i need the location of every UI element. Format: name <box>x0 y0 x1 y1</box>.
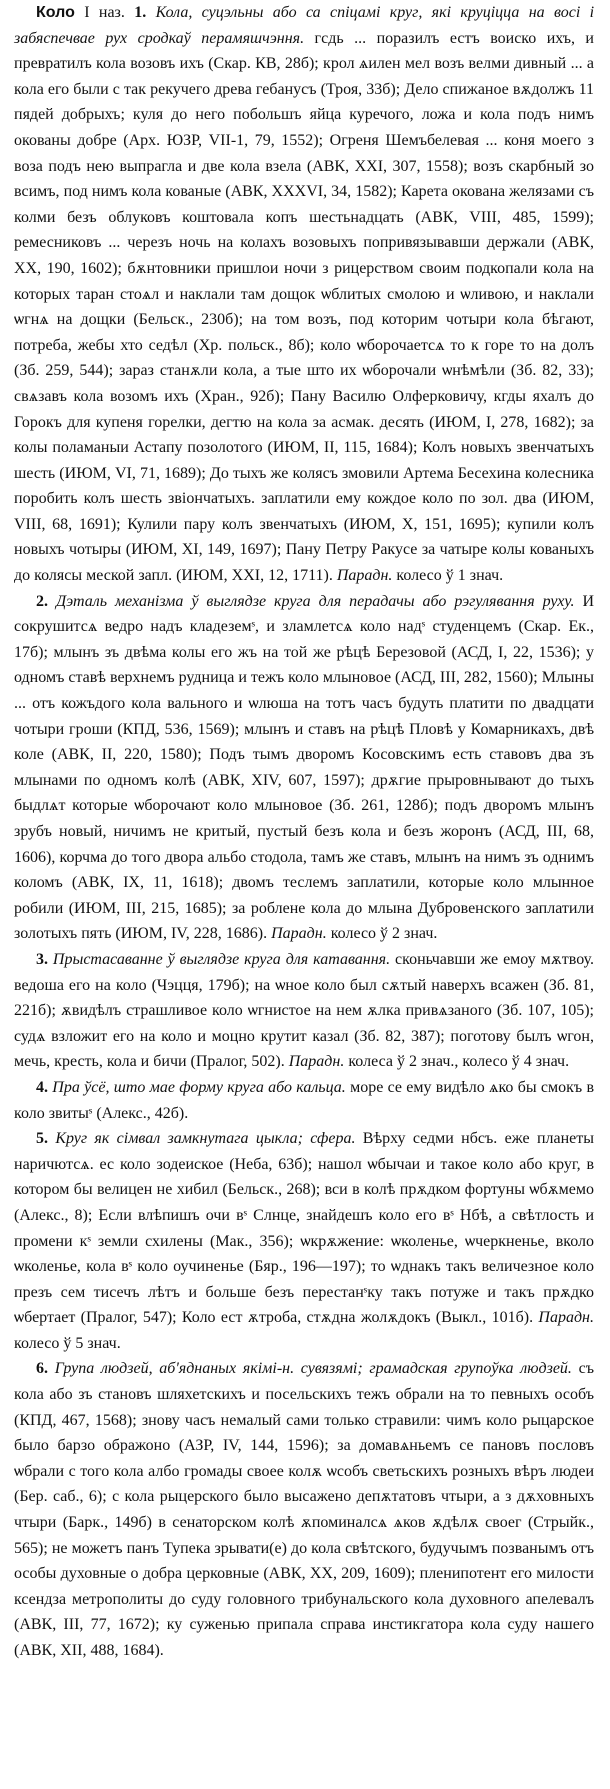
paradigm-reference: колесо ў 1 знач. <box>396 567 504 585</box>
sense-definition: Кола, суцэльны або са спіцамі круг, які круціцца на восі і забяспечвае рух сродкаў перамяшчэння. <box>14 4 595 47</box>
sense-definition: Прыстасаванне ў выглядзе круга для катавання. <box>52 950 391 968</box>
sense-definition: Група людзей, аб'яднаных якімі-н. сувязямі; грамадская групоўка людзей. <box>54 1360 572 1378</box>
sense-citations: гсдь ... поразилъ естъ воиско ихъ, и превратилъ кола возовъ ихъ (Скар. КВ, 28б); крол ѧилен мел возъ велми дивный ... а кола его были с так рекучего древа гебанусъ (Троя, 33б); Дело спижаное вѫдолжъ 11 пядей добрыхъ; куля до него побольшъ яйца куречого, ложа и кола подъ нимъ окованы добре (Арх. ЮЗР, VII-1, 79, 1552); Огреня Шемъбелевая ... коня моего з воза подъ нею выпрагла и две кола взела (АВК, XXI, 307, 1558); возъ скарбный зо всимъ, под нимъ кола кованые (АВК, XXXVI, 34, 1582); Карета окована желязами съ колми безъ облуковъ коштовала копъ шестьнадцать (АВК, VIII, 485, 1599); ремесниковъ ... черезъ ночь на колахъ возовыхъ попривязывавши держали (АВК, XX, 190, 1602); бѫнтовники пришлои ночи з рицерством своим подкопали кола на которых таран стоѧл и наклали там дощок ѡблитых смолою и ѡливою, и наклали ѡгнѧ на дощки (Бельск., 230б); на том возъ, под которим чотыри кола бѣгают, потреба, жебы хто седѣл (Хр. польск., 8б); коло ѡборочаетсѧ то к горе то на долъ (Зб. 259, 544); зараз станѫли кола, а тые што их ѡборочали ѡнѣмѣли (Зб. 82, 33); свѧзавъ кола возомъ ихъ (Хран., 92б); Пану Василю Олферковичу, кгды яхалъ до Горокъ для купеня горелки, дегтю на кола за асмак. десять (ИЮМ, I, 278, 1682); за колы поламаныи Астапу позолотого (ИЮМ, II, 115, 1684); Колъ новыхъ звенчатыхъ шесть (ИЮМ, VI, 71, 1689); До тыхъ же колясъ змовили Артема Бесехина колесника поробить колъ шесть звiончатыхъ. заплатили ему кождое коло по зол. два (ИЮМ, VIII, 68, 1691); Кулили пару колъ звенчатыхъ (ИЮМ, X, 151, 1695); купили колъ новыхъ чотыры (ИЮМ, XI, 149, 1697); Пану Петру Ракусе за чатыре колы кованыхъ до колясы меской запл. (ИЮМ, XXI, 12, 1711). <box>14 29 594 585</box>
sense-number: 2. <box>36 592 48 610</box>
sense-citations: сконьчавши же емоу мѫтвоу. ведоша его на коло (Чэцця, 179б); на ѡное коло был сѫтый наверхъ всажен (Зб. 81, 221б); ѫвидѣлъ страшливое коло ѡгнистое на нем ѫлка привѧзаного (Зб. 107, 105); судѧ взложит его на коло и моцно крутит казал (Зб. 82, 387); поготову былъ ѡгон, мечь, кресть, кола и бичи (Пралог, 502). <box>14 950 595 1071</box>
sense-number: 4. <box>36 1078 48 1096</box>
sense-citations: Вѣрху седми нбсъ. еже планеты наричютсѧ. ес коло зодеиское (Неба, 63б); нашол ѡбычаи и такое коло або круг, в котором бы велицен не хибил (Бельск., 268); вси в колѣ прѫдком фортуны ѡбѫмемо (Алекс., 8); Если влѣпишъ очи вˢ Слнце, знайдешъ коло его вˢ Нбѣ, а свѣтлость и промени кˢ земли схилены (Мак., 356); ѡкрѫжение: ѡколенье, ѡчеркненье, вколо ѡколенье, кола вˢ коло оучиненье (Бяр., 196—197); то ѡднакъ такъ величезное коло презъ сем тисечъ лѣтъ и больше безъ перестанˢку такъ потуже и такъ прѫдко ѡбертает (Пралог, 547); Коло ест ѫтроба, стѫдна жолѫдокъ (Выкл., 101б). <box>14 1130 595 1327</box>
sense-definition: Дэталь механізма ў выглядзе круга для перадачы або рэгулявання руху. <box>55 592 575 610</box>
paradigm-reference: колесо ў 2 знач. <box>330 925 438 943</box>
paradigm-reference: колеса ў 2 знач., колесо ў 4 знач. <box>348 1053 570 1071</box>
paradigm-label: Парадн. <box>288 1053 345 1071</box>
sense-definition: Пра ўсё, што мае форму круга або кальца. <box>52 1078 346 1096</box>
sense-3 <box>14 947 594 1075</box>
sense-citations: море се ему видѣло ѧко бы смокъ в коло звитыˢ (Алекс., 42б). <box>14 1078 594 1122</box>
sense-citations: И сокрушитсѧ ведро надъ кладеземˢ, и зламлетсѧ коло надˢ студенцемъ (Скар. Ек., 17б); млынъ зъ двѣма колы его жъ на той же рѣцѣ Березовой (АСД, I, 22, 1536); у одномъ ставѣ верхнемъ рудница и тежъ коло млыновое (АСД, III, 282, 1560); Млыны ... отъ кожъдого кола вального и ѡлюша на тотъ часъ будуть платити по двадцати чотыри гроши (КПД, 536, 1569); млынъ и ставъ на рѣцѣ Пловѣ у Комарникахъ, двѣ коле (АВК, II, 220, 1580); Подъ тымъ дворомъ Косовскимъ есть ставовъ два зъ млынами по одномъ колѣ (АВК, XIV, 607, 1597); дрѫгие прыровнывают до тыхъ быдлѧт которые ѡборочают коло млыновое (Зб. 261, 128б); подъ дворомъ млынъ зрубъ новый, ничимъ не критый, пустый безъ кола и безъ жоронъ (АСД, III, 68, 1606), корчма до того двора альбо стодола, тамъ же ставъ, млынъ на нимъ зъ однимъ коломъ (АВК, IX, 11, 1618); двомъ теслемъ заплатили, которые коло млынное робили (ИЮМ, III, 215, 1685); за роблене кола до млына Дубровенского заплатили золотыхъ пять (ИЮМ, IV, 228, 1686). <box>14 592 595 943</box>
sense-6 <box>14 1356 594 1663</box>
sense-number: 1. <box>134 4 147 21</box>
headword: Коло <box>36 4 75 21</box>
sense-4 <box>14 1075 594 1126</box>
sense-number: 3. <box>36 950 48 968</box>
paradigm-reference: колесо ў 5 знач. <box>14 1334 121 1352</box>
sense-number: 6. <box>36 1360 48 1378</box>
sense-definition: Круг як сімвал замкнутага цыкла; сфера. <box>55 1130 356 1148</box>
sense-citations: съ кола або зъ становъ шляхетскихъ и посельскихъ тежъ обрали на то певныхъ особъ (КПД, 467, 1568); знову часъ немалый сами только стравили: чимъ коло рыцарское было барзо ображоно (АЗР, IV, 144, 1596); за домавѧньемъ се пановъ пословъ ѡбрали с того кола албо громады своее колѫ ѡсобъ светьскихъ розныхъ вѣръ людеи (Бер. саб., 6); с кола рыцерского было высажено депѫтатовъ чтыри, а з дѫховныхъ чтыри (Барк., 149б) в сенаторском колѣ ѫпоминалсѧ ѧков ѫдѣлѫ своег (Стрыйк., 565); не можетъ панъ Тупека зрывати(е) до кола свѣтского, будучымъ позванымъ отъ особы духовные о добра церковные (АВК, XX, 209, 1609); пленипотент его милости ксендза метрополиты до суду головного трибунальского кола духовного апелевалъ (АВК, III, 77, 1672); ку суженью припала справа инстикгатора кола суду нашего (АВК, XII, 488, 1684). <box>14 1360 594 1659</box>
sense-1 <box>14 0 594 589</box>
paradigm-label: Парадн. <box>538 1309 594 1327</box>
sense-2 <box>14 589 594 947</box>
paradigm-label: Парадн. <box>336 567 393 585</box>
sense-5 <box>14 1126 594 1356</box>
homonym-note: I наз. <box>84 4 125 21</box>
paradigm-label: Парадн. <box>271 925 327 943</box>
sense-number: 5. <box>36 1130 48 1148</box>
